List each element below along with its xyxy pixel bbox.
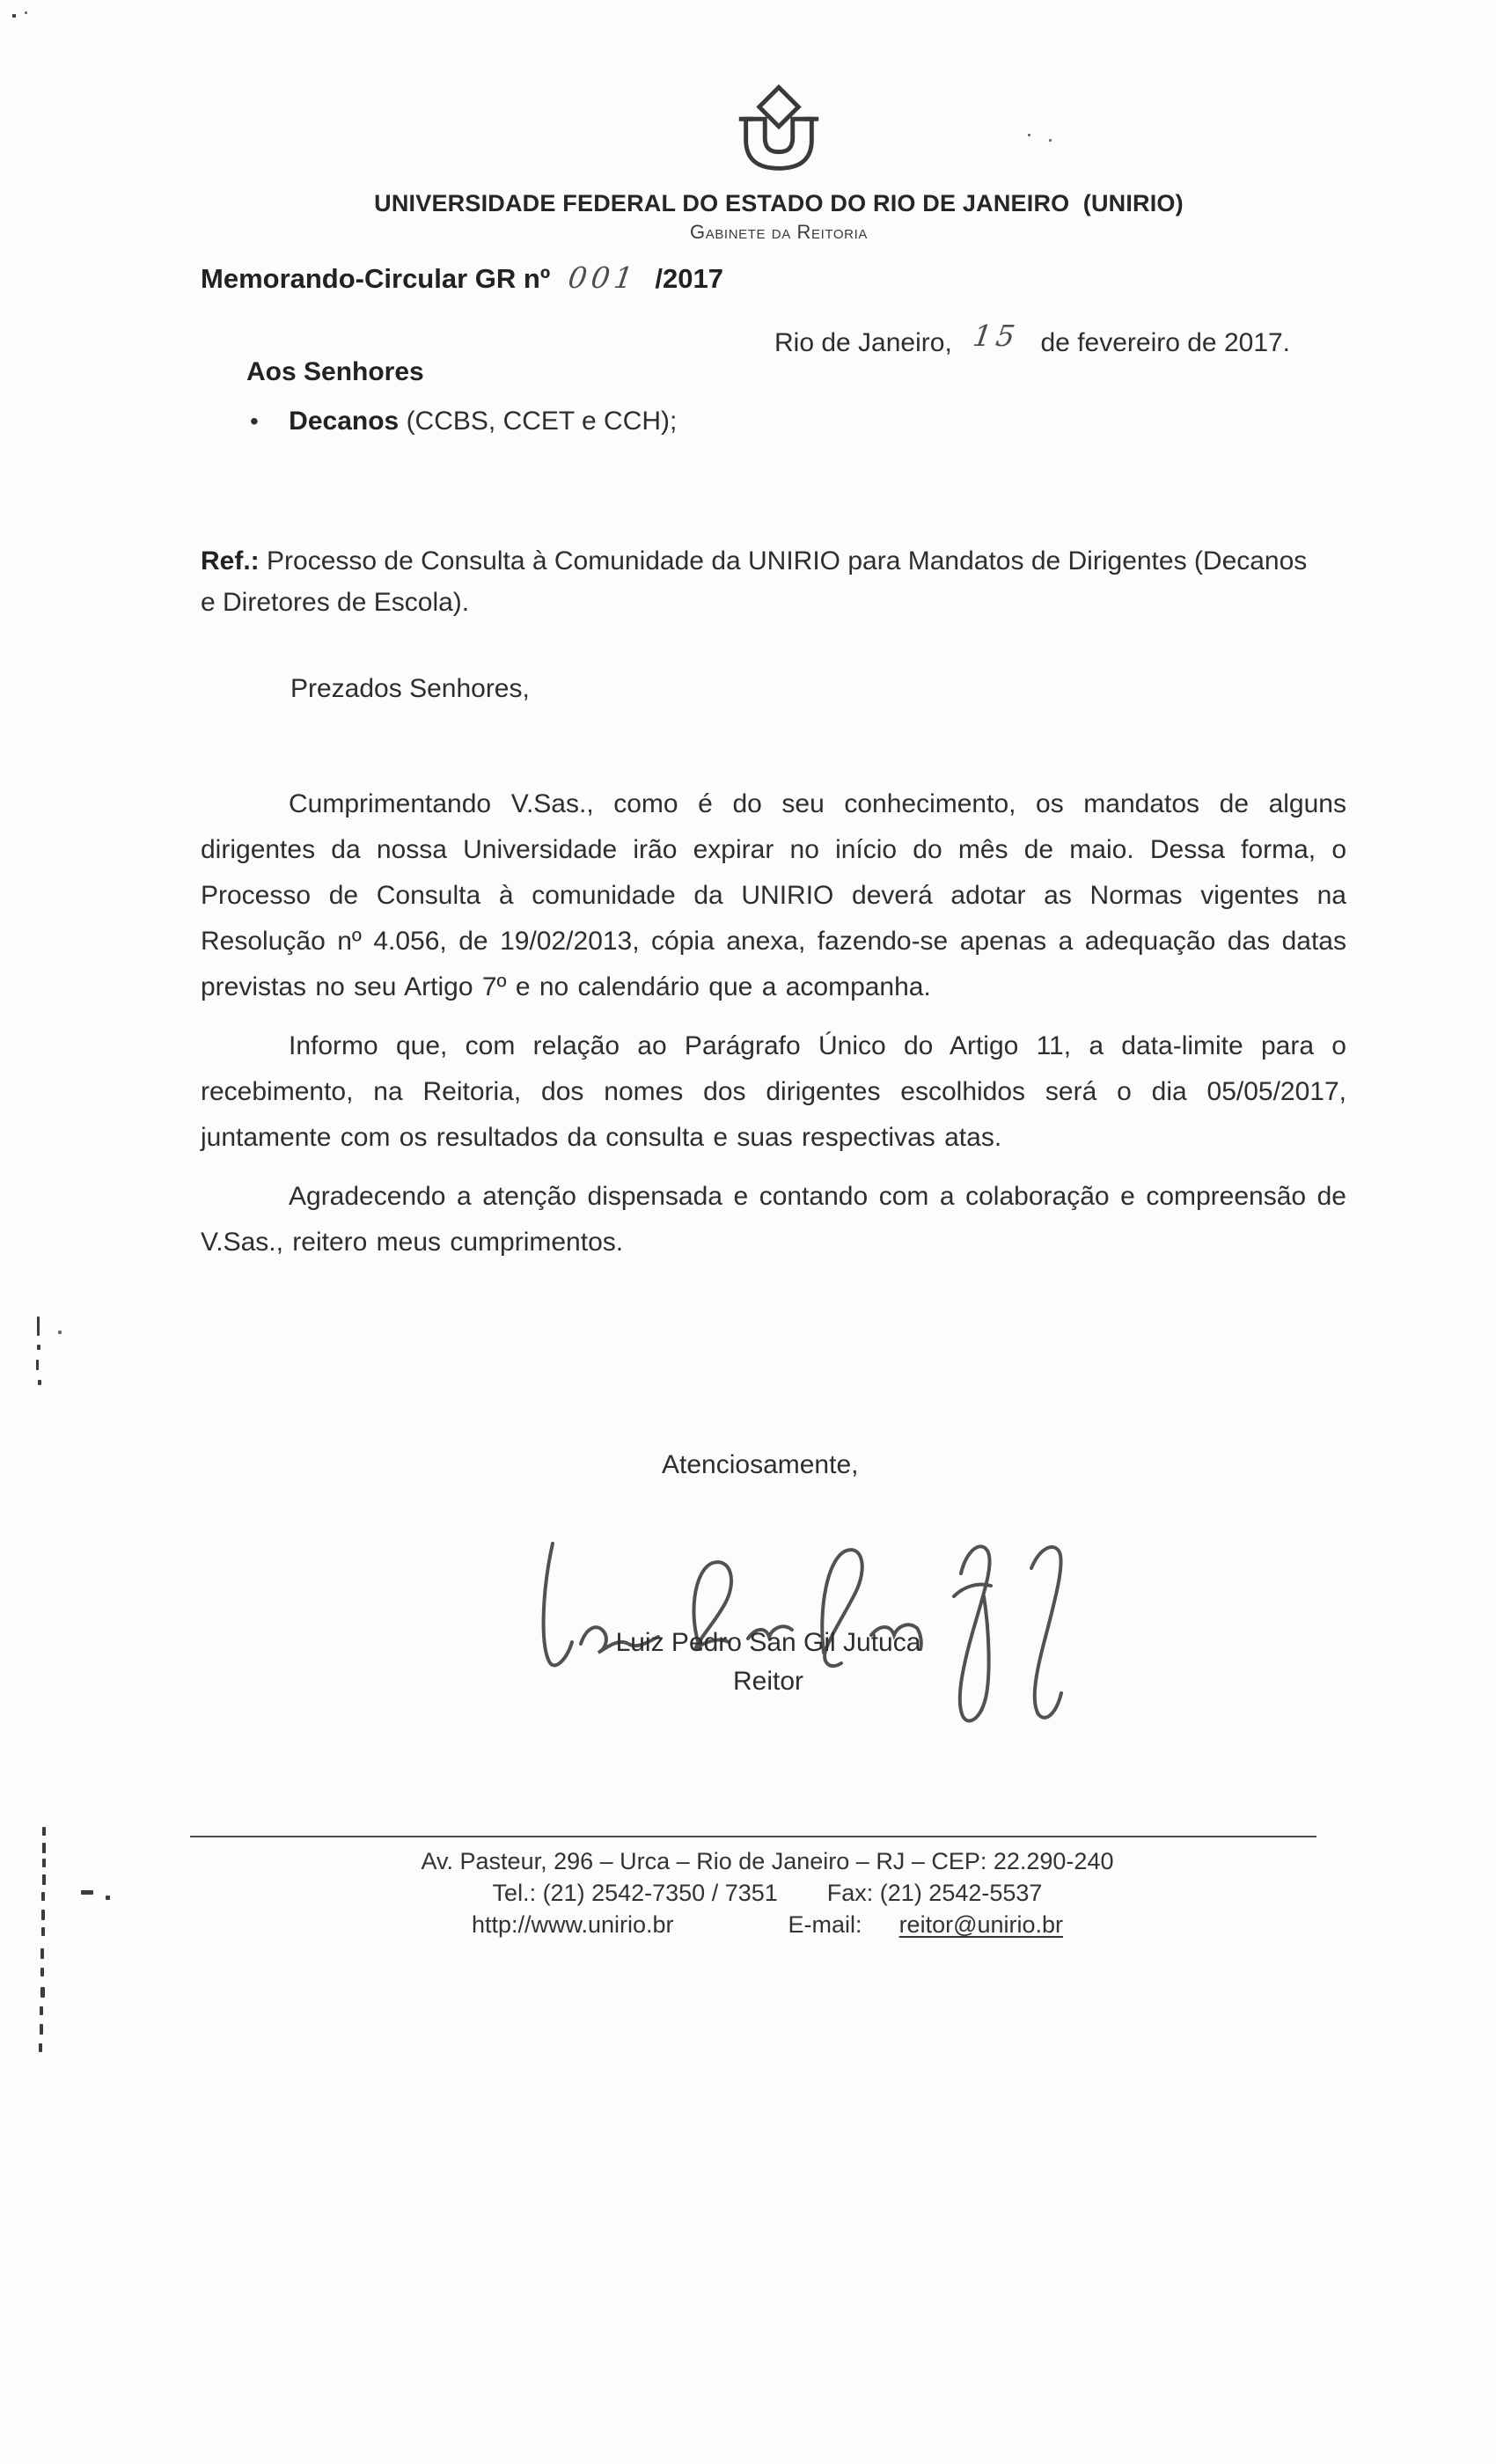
memo-prefix: Memorando-Circular GR nº bbox=[201, 263, 551, 294]
scan-artifact bbox=[41, 1910, 45, 1920]
letter-body bbox=[201, 781, 1346, 1279]
body-paragraph: Cumprimentando V.Sas., como é do seu conhecimento, os mandatos de alguns dirigentes da nossa Universidade irão expirar no início do mês de maio. Dessa forma, o Processo de Consulta à comunidade da UNIRIO deverá adotar as Normas vigentes na Resolução nº 4.056, de 19/02/2013, cópia anexa, fazendo-se apenas a adequação das datas previstas no seu Artigo 7º e no calendário que a acompanha. bbox=[201, 789, 1346, 1001]
signer-name: Luiz Pedro San Gil Jutuca bbox=[615, 1628, 921, 1657]
scan-artifact bbox=[39, 2043, 42, 2052]
scan-artifact bbox=[58, 1331, 62, 1334]
salutation: Prezados Senhores, bbox=[290, 674, 530, 703]
scan-artifact bbox=[42, 1859, 46, 1867]
body-paragraph: Informo que, com relação ao Parágrafo Único do Artigo 11, a data-limite para o recebimento, na Reitoria, dos nomes dos dirigentes escolhidos será o dia 05/05/2017, juntamente com os resultados da consulta e suas respectivas atas. bbox=[201, 1031, 1346, 1152]
scan-artifact bbox=[36, 1360, 39, 1370]
scan-artifact bbox=[12, 14, 16, 18]
scan-artifact bbox=[42, 1843, 46, 1853]
scan-artifact bbox=[37, 1345, 40, 1350]
recipient-item bbox=[250, 407, 677, 436]
unirio-logo bbox=[722, 81, 836, 185]
date-line bbox=[774, 319, 1291, 358]
footer-fax: Fax: (21) 2542-5537 bbox=[826, 1880, 1043, 1906]
recipient-detail: (CCBS, CCET e CCH); bbox=[406, 407, 678, 436]
footer-website: http://www.unirio.br bbox=[471, 1911, 674, 1938]
scan-artifact bbox=[40, 2024, 43, 2035]
reference-label: Ref.: bbox=[201, 546, 260, 576]
scan-artifact bbox=[25, 11, 27, 14]
date-prefix: Rio de Janeiro, bbox=[774, 328, 952, 357]
scan-artifact bbox=[106, 1896, 110, 1900]
scan-artifact bbox=[42, 1827, 46, 1836]
university-name: UNIVERSIDADE FEDERAL DO ESTADO DO RIO DE JANEIRO (UNIRIO) bbox=[374, 190, 1184, 216]
memo-number-handwritten: 001 bbox=[566, 260, 640, 295]
footer-email: reitor@unirio.br bbox=[898, 1911, 1064, 1938]
signer-block bbox=[201, 1624, 1336, 1701]
memo-suffix: /2017 bbox=[655, 263, 723, 294]
signer-role: Reitor bbox=[732, 1667, 804, 1696]
scan-artifact bbox=[1028, 134, 1030, 136]
scan-artifact bbox=[41, 1892, 45, 1901]
scan-artifact bbox=[40, 2006, 43, 2015]
letterhead bbox=[202, 81, 1355, 244]
scan-artifact bbox=[40, 1948, 44, 1959]
scan-artifact bbox=[42, 1874, 46, 1885]
footer-divider bbox=[190, 1836, 1316, 1837]
footer-phone: Tel.: (21) 2542-7350 / 7351 bbox=[492, 1880, 778, 1906]
office-name: Gabinete da Reitoria bbox=[690, 221, 868, 243]
footer bbox=[204, 1845, 1331, 1940]
body-paragraph: Agradecendo a atenção dispensada e contando com a colaboração e compreensão de V.Sas., reitero meus cumprimentos. bbox=[201, 1182, 1346, 1257]
footer-address: Av. Pasteur, 296 – Urca – Rio de Janeiro – RJ – CEP: 22.290-240 bbox=[421, 1848, 1114, 1874]
reference-text: Processo de Consulta à Comunidade da UNIRIO para Mandatos de Dirigentes (Decanos e Diretores de Escola). bbox=[201, 546, 1308, 617]
memo-number-line bbox=[201, 260, 723, 295]
footer-email-label: E-mail: bbox=[788, 1911, 862, 1938]
unirio-logo-icon bbox=[722, 81, 836, 185]
recipient-name: Decanos bbox=[289, 407, 400, 436]
bullet-icon: • bbox=[250, 407, 259, 435]
scan-artifact bbox=[37, 1316, 40, 1336]
scan-artifact bbox=[41, 1927, 45, 1936]
scan-artifact bbox=[38, 1380, 41, 1385]
reference-block bbox=[201, 540, 1327, 623]
scan-artifact bbox=[40, 1987, 45, 1998]
closing-phrase: Atenciosamente, bbox=[662, 1450, 859, 1479]
date-suffix: de fevereiro de 2017. bbox=[1040, 328, 1291, 357]
recipients-heading: Aos Senhores bbox=[246, 357, 424, 386]
scan-artifact bbox=[1049, 139, 1052, 142]
date-day-handwritten: 15 bbox=[971, 319, 1022, 353]
scan-artifact bbox=[40, 1968, 44, 1976]
scan-artifact bbox=[81, 1890, 93, 1895]
